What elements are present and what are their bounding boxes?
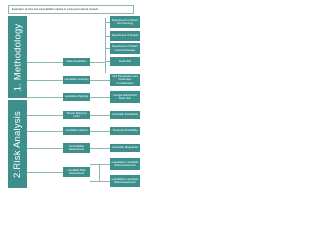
- connector: [27, 131, 63, 132]
- connector: [27, 172, 63, 173]
- risk-assessment-node: Landslide's Landslide Risk Assessment: [110, 158, 140, 170]
- connector: [27, 62, 63, 63]
- data-acquisition-node: Data Acquisition: [63, 58, 90, 66]
- connector: [27, 148, 63, 149]
- connector: [90, 131, 110, 132]
- landslide-magnitude-node: Landslide Magnitude: [110, 144, 140, 152]
- connector: [27, 115, 63, 116]
- connector: [90, 181, 110, 182]
- connector: [27, 97, 63, 98]
- connector: [90, 148, 110, 149]
- methodology-spine: [8, 16, 27, 98]
- source-node: Field Visit: [110, 57, 140, 66]
- source-node: Department of Mines and Geology: [110, 16, 140, 28]
- connector: [99, 164, 100, 182]
- vulnerability-assessment-node: Vulnerability Assessment: [63, 143, 90, 153]
- risk-assessment-node: Landslide's Landslide Risk Assessment: [110, 175, 140, 187]
- temporal-probability-node: Temporal Probability: [110, 127, 140, 135]
- risk-analysis-label: 2.Risk Analysis: [12, 110, 24, 178]
- connector: [105, 18, 106, 73]
- landslide-risk-assessment-node: Landslide Risk Assessment: [63, 167, 90, 177]
- gis-preparation-node: GIS Preparation and Parameter Consideration: [110, 74, 140, 86]
- google-earth-node: Google Earth/Field Data Visit: [110, 91, 140, 103]
- diagram-header: Evaluation of risks and vulnerabilities related to mining and natural hazards: [8, 5, 134, 14]
- connector: [90, 115, 110, 116]
- connector: [27, 80, 63, 81]
- landslide-mapping-node: Landslide Mapping: [63, 93, 90, 101]
- risk-analysis-spine: [8, 100, 27, 188]
- connector: [90, 80, 110, 81]
- source-node: Department of Water Induced Disaster: [110, 43, 140, 54]
- landslide-inventory-node: Landslide Inventory: [63, 76, 90, 84]
- methodology-label: 1. Methodology: [12, 23, 24, 91]
- landslide-probability-node: Landslide Probability: [110, 111, 140, 119]
- connector: [90, 97, 110, 98]
- source-node: Department of Roads: [110, 31, 140, 41]
- terrain-mapping-units-node: Terrain Mapping Units: [63, 111, 90, 119]
- landslide-hazard-node: Landslide Hazard: [63, 127, 90, 135]
- connector: [90, 164, 110, 165]
